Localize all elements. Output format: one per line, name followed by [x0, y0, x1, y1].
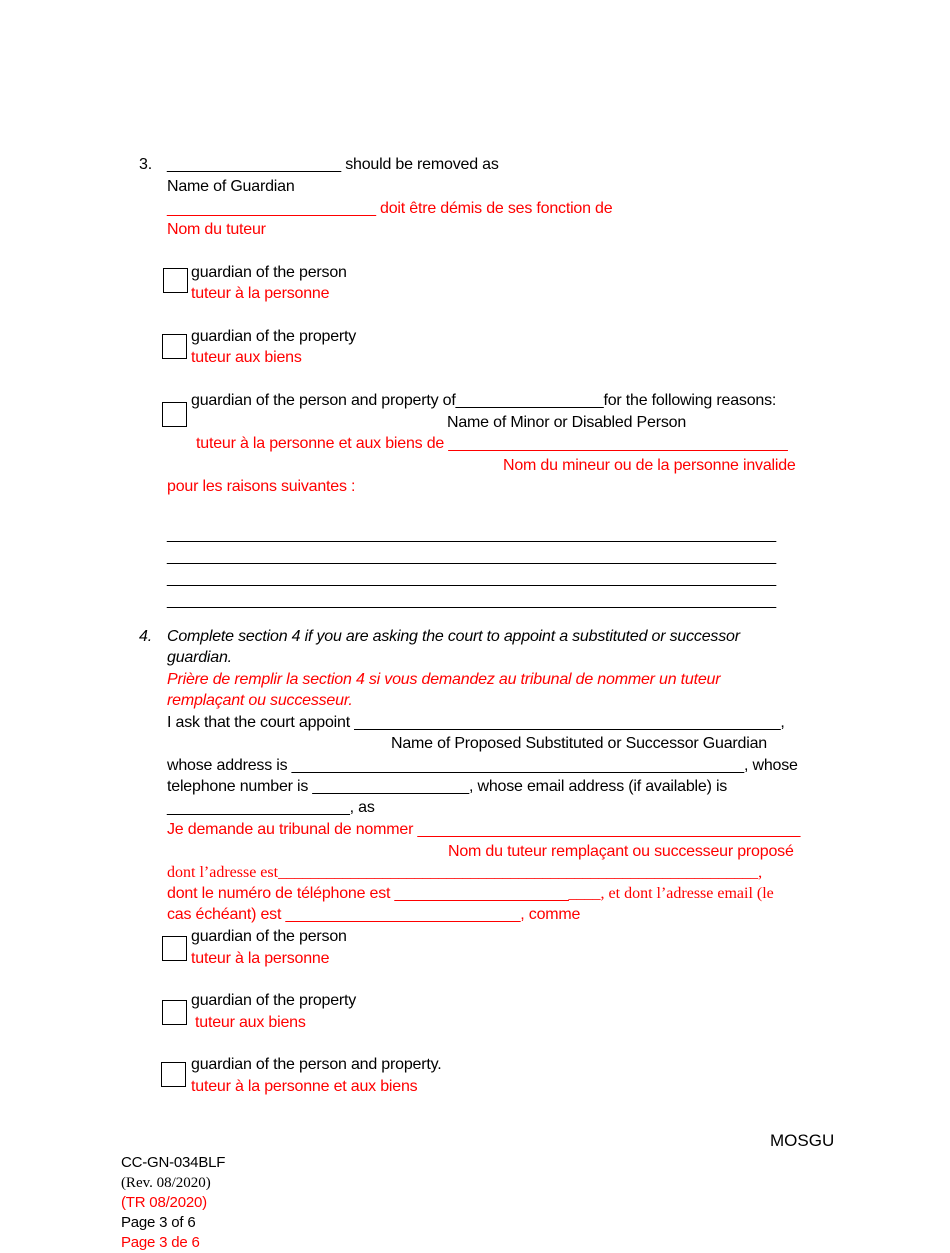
section-4-instruction-fr: Prière de remplir la section 4 si vous demandez au tribunal de nommer un tuteur [167, 671, 721, 688]
remove-property-label-fr: tuteur aux biens [191, 349, 302, 366]
reason-line[interactable]: ______________________________________________________________________ [167, 592, 776, 609]
form-id: CC-GN-034BLF [120, 1154, 226, 1171]
section-3-number: 3. [139, 156, 152, 173]
guardian-name-line-fr: ________________________ doit être démis de ses fonction de [167, 200, 613, 217]
checkbox-remove-person-and-property[interactable] [162, 402, 187, 427]
section-4-instruction: Complete section 4 if you are asking the court to appoint a substituted or successor [167, 628, 740, 645]
remove-both-label: guardian of the person and property of_________________for the following reasons: [191, 392, 777, 409]
page-number: Page 3 of 6 [120, 1214, 196, 1231]
remove-property-label: guardian of the property [191, 328, 357, 345]
appoint-both-label: guardian of the person and property. [191, 1056, 442, 1073]
form-code: MOSGU [770, 1131, 835, 1150]
form-translation-revision: (TR 08/2020) [120, 1194, 207, 1211]
checkbox-appoint-person-and-property[interactable] [161, 1062, 186, 1087]
telephone-line-fr-a: dont le numéro de téléphone est ____________________ [167, 885, 569, 902]
section-4-instruction-fr-cont: remplaçant ou successeur. [167, 692, 353, 709]
appoint-guardian-line-fr: Je demande au tribunal de nommer ____________________________________________ [167, 821, 801, 838]
appoint-property-label: guardian of the property [191, 992, 357, 1009]
guardian-name-label-fr: Nom du tuteur [167, 221, 266, 238]
guardian-name-label: Name of Guardian [167, 178, 295, 195]
checkbox-remove-person[interactable] [163, 268, 188, 293]
telephone-line-fr-b: ____, et dont l’adresse email (le [568, 885, 774, 902]
checkbox-remove-property[interactable] [162, 334, 187, 359]
proposed-guardian-label: Name of Proposed Substituted or Successor Guardian [391, 735, 767, 752]
minor-name-label-fr: Nom du mineur ou de la personne invalide [503, 457, 796, 474]
remove-both-label-fr: tuteur à la personne et aux biens de _______________________________________ [196, 435, 788, 452]
checkbox-appoint-person[interactable] [162, 936, 187, 961]
email-line-fr: cas échéant) est ___________________________, comme [167, 906, 581, 923]
page-number-fr: Page 3 de 6 [120, 1234, 200, 1251]
appoint-both-label-fr: tuteur à la personne et aux biens [191, 1078, 418, 1095]
section-4-instruction-cont: guardian. [167, 649, 232, 666]
telephone-line-fr [167, 884, 774, 904]
proposed-guardian-label-fr: Nom du tuteur remplaçant ou successeur proposé [448, 843, 794, 860]
address-line-fr: dont l’adresse est____________________________________________________________, [167, 864, 763, 881]
appoint-property-label-fr: tuteur aux biens [195, 1014, 306, 1031]
checkbox-appoint-property[interactable] [162, 1000, 187, 1025]
reason-line[interactable]: ______________________________________________________________________ [167, 570, 776, 587]
guardian-name-line[interactable]: ____________________ should be removed as [167, 156, 499, 173]
email-line[interactable]: _____________________, as [167, 799, 375, 816]
appoint-guardian-line[interactable]: I ask that the court appoint _________________________________________________, [167, 714, 785, 731]
section-4-number: 4. [139, 628, 152, 645]
address-line[interactable]: whose address is ____________________________________________________, whose [167, 757, 798, 774]
reason-line[interactable]: ______________________________________________________________________ [167, 526, 776, 543]
telephone-line[interactable]: telephone number is __________________, whose email address (if available) is [167, 778, 728, 795]
reasons-label-fr: pour les raisons suivantes : [167, 478, 356, 495]
reason-line[interactable]: ______________________________________________________________________ [167, 548, 776, 565]
appoint-person-label-fr: tuteur à la personne [191, 950, 330, 967]
footer [113, 1133, 225, 1253]
form-revision: (Rev. 08/2020) [120, 1175, 211, 1191]
appoint-person-label: guardian of the person [191, 928, 347, 945]
remove-person-label-fr: tuteur à la personne [191, 285, 330, 302]
remove-person-label: guardian of the person [191, 264, 347, 281]
minor-name-label: Name of Minor or Disabled Person [447, 414, 687, 431]
